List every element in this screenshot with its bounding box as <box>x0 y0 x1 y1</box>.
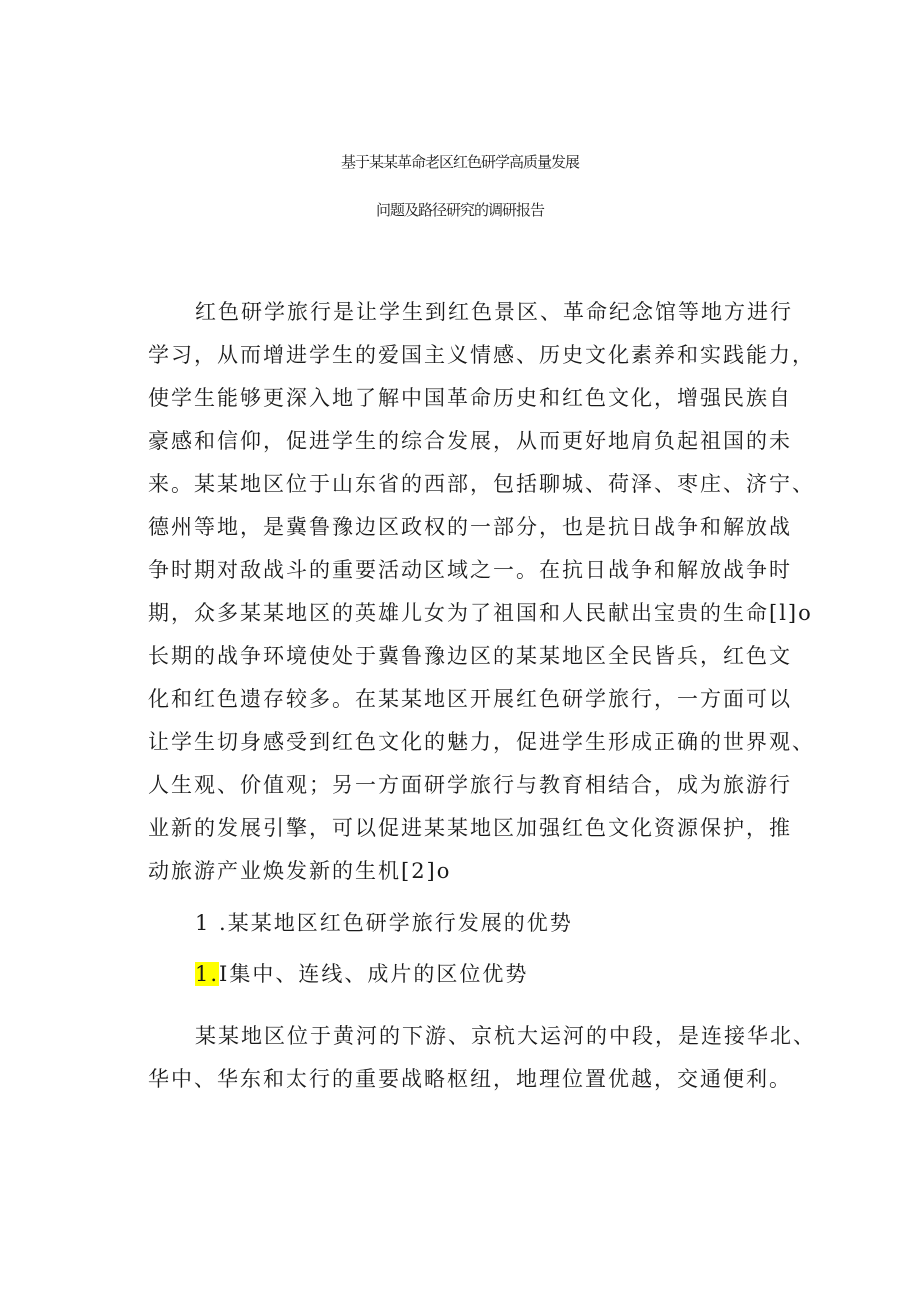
paragraph-line: 华中、华东和太行的重要战略枢纽，地理位置优越，交通便利。 <box>148 1067 792 1091</box>
paragraph-line: 让学生切身感受到红色文化的魅力，促进学生形成正确的世界观、 <box>148 730 815 754</box>
section-heading: 1 .某某地区红色研学旅行发展的优势 <box>195 911 573 935</box>
paragraph-line: 德州等地，是冀鲁豫边区政权的一部分，也是抗日战争和解放战 <box>148 515 792 539</box>
paragraph-line: 来。某某地区位于山东省的西部，包括聊城、荷泽、枣庄、济宁、 <box>148 472 815 496</box>
paragraph-line: 豪感和信仰，促进学生的综合发展，从而更好地肩负起祖国的未 <box>148 429 792 453</box>
paragraph-line: 化和红色遗存较多。在某某地区开展红色研学旅行，一方面可以 <box>148 687 792 711</box>
paragraph-line: 学习，从而增进学生的爱国主义情感、历史文化素养和实践能力， <box>148 343 815 367</box>
document-title-line-2: 问题及路径研究的调研报告 <box>375 201 544 219</box>
paragraph-line: 某某地区位于黄河的下游、京杭大运河的中段，是连接华北、 <box>195 1024 816 1048</box>
paragraph-line: 业新的发展引擎，可以促进某某地区加强红色文化资源保护，推 <box>148 816 792 840</box>
paragraph-line: 使学生能够更深入地了解中国革命历史和红色文化，增强民族自 <box>148 386 792 410</box>
paragraph-line: 争时期对敌战斗的重要活动区域之一。在抗日战争和解放战争时 <box>148 558 792 582</box>
paragraph-line: 长期的战争环境使处于冀鲁豫边区的某某地区全民皆兵，红色文 <box>148 644 792 668</box>
subsection-heading <box>195 958 528 988</box>
paragraph-line: 动旅游产业焕发新的生机[2]o <box>148 859 452 883</box>
paragraph-line: 期，众多某某地区的英雄儿女为了祖国和人民献出宝贵的生命[l]o <box>148 601 813 625</box>
document-title-line-1: 基于某某革命老区红色研学高质量发展 <box>340 153 579 171</box>
paragraph-line: 人生观、价值观；另一方面研学旅行与教育相结合，成为旅游行 <box>148 773 792 797</box>
highlighted-number: 1. <box>195 962 220 986</box>
subsection-title: I集中、连线、成片的区位优势 <box>219 962 529 986</box>
paragraph-line: 红色研学旅行是让学生到红色景区、革命纪念馆等地方进行 <box>195 300 793 324</box>
